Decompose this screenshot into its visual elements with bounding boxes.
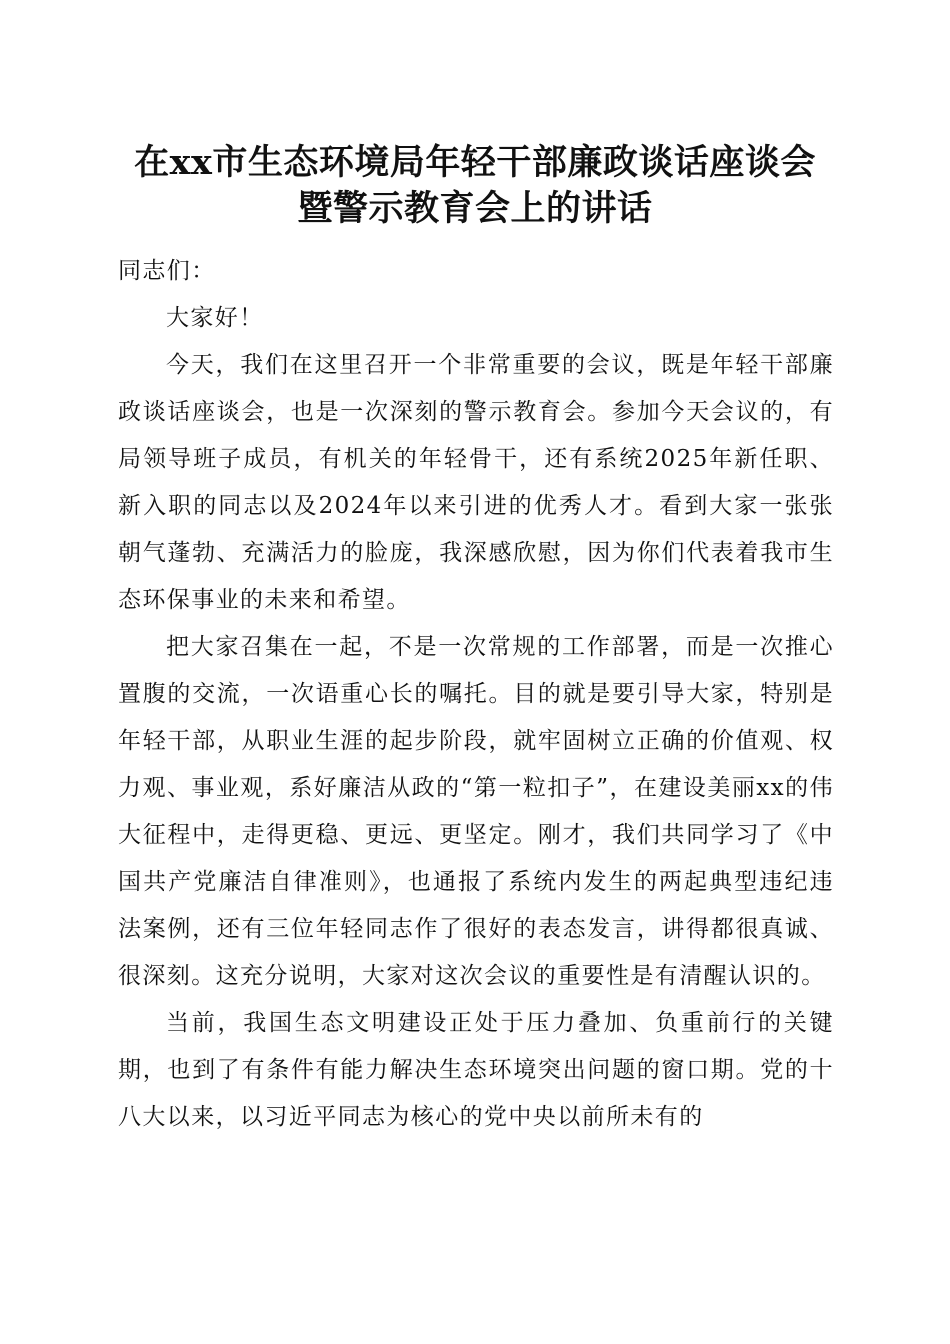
greeting-paragraph: 大家好！ [166,305,264,331]
body-paragraph: 当前，我国生态文明建设正处于压力叠加、负重前行的关键期，也到了有条件有能力解决生态环境突出问题的窗口期。党的十八大以来，以习近平同志为核心的党中央以前所未有的 [118,1010,834,1130]
body-paragraph: 今天，我们在这里召开一个非常重要的会议，既是年轻干部廉政谈话座谈会，也是一次深刻的警示教育会。参加今天会议的，有局领导班子成员，有机关的年轻骨干，还有系统2025年新任职、新入职的同志以及2024年以来引进的优秀人才。看到大家一张张朝气蓬勃、充满活力的脸庞，我深感欣慰，因为你们代表着我市生态环保事业的未来和希望。 [118,352,834,613]
body-paragraph: 把大家召集在一起，不是一次常规的工作部署，而是一次推心置腹的交流，一次语重心长的嘱托。目的就是要引导大家，特别是年轻干部，从职业生涯的起步阶段，就牢固树立正确的价值观、权力观、事业观，系好廉洁从政的“第一粒扣子”，在建设美丽xx的伟大征程中，走得更稳、更远、更坚定。刚才，我们共同学习了《中国共产党廉洁自律准则》，也通报了系统内发生的两起典型违纪违法案例，还有三位年轻同志作了很好的表态发言，讲得都很真诚、很深刻。这充分说明，大家对这次会议的重要性是有清醒认识的。 [118,634,834,989]
document-body [118,248,834,1141]
salutation: 同志们： [118,258,216,284]
document-title-line-1: 在xx市生态环境局年轻干部廉政谈话座谈会 [134,142,816,183]
document-title-line-2: 暨警示教育会上的讲话 [297,188,653,229]
